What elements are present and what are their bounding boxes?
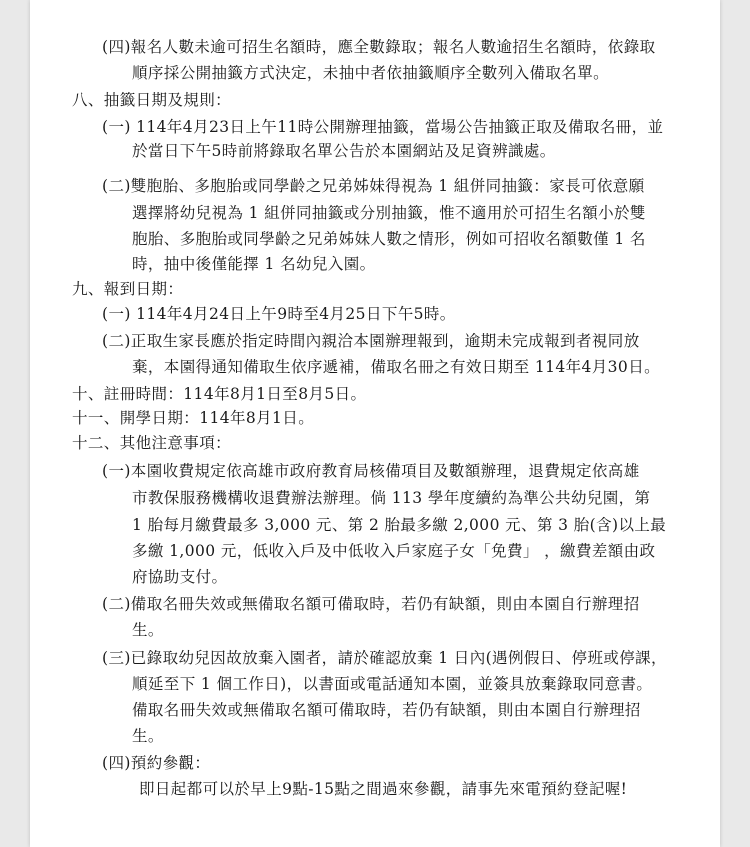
section-8-item-1-line-1: (一) 114年4月23日上午11時公開辦理抽籤，當場公告抽籤正取及備取名冊，並 [102, 118, 664, 136]
section-8-heading: 八、抽籤日期及規則： [72, 91, 232, 109]
document-page [30, 0, 720, 847]
section-12-item-4-heading: (四)預約參觀： [102, 754, 211, 772]
section-9-item-2-line-2: 棄，本園得通知備取生依序遞補，備取名冊之有效日期至 114年4月30日。 [132, 358, 660, 376]
section-12-item-2-line-1: (二)備取名冊失效或無備取名額可備取時，若仍有缺額，則由本園自行辦理招 [102, 595, 640, 613]
section-12-item-4-body: 即日起都可以於早上9點-15點之間過來參觀，請事先來電預約登記喔! [139, 780, 628, 798]
section-9-item-2-line-1: (二)正取生家長應於指定時間內親洽本園辦理報到，逾期未完成報到者視同放 [102, 332, 640, 350]
section-10-registration: 十、註冊時間：114年8月1日至8月5日。 [72, 385, 367, 403]
section-12-item-1-line-4: 多繳 1,000 元，低收入戶及中低收入戶家庭子女「免費」 ，繳費差額由政 [132, 542, 656, 560]
item-4-line-2: 順序採公開抽籤方式決定，未抽中者依抽籤順序全數列入備取名單。 [132, 64, 610, 82]
section-8-item-1-line-2: 於當日下午5時前將錄取名單公告於本園網站及足資辨識處。 [132, 142, 556, 160]
section-12-item-3-line-3: 備取名冊失效或無備取名額可備取時，若仍有缺額，則由本園自行辦理招 [132, 701, 641, 719]
section-12-item-1-line-5: 府協助支付。 [132, 568, 228, 586]
section-12-item-3-line-1: (三)已錄取幼兒因故放棄入園者，請於確認放棄 1 日內(遇例假日、停班或停課， [102, 649, 667, 667]
section-8-item-2-line-2: 選擇將幼兒視為 1 組併同抽籤或分別抽籤，惟不適用於可招生名額小於雙 [132, 204, 646, 222]
section-8-item-2-line-1: (二)雙胞胎、多胞胎或同學齡之兄弟姊妹得視為 1 組併同抽籤：家長可依意願 [102, 177, 645, 195]
section-12-item-2-line-2: 生。 [132, 621, 164, 639]
section-9-item-1: (一) 114年4月24日上午9時至4月25日下午5時。 [102, 305, 456, 323]
item-4-line-1: (四)報名人數未逾可招生名額時，應全數錄取；報名人數逾招生名額時，依錄取 [102, 38, 656, 56]
section-12-heading: 十二、其他注意事項： [72, 434, 232, 452]
section-12-item-1-line-3: 1 胎每月繳費最多 3,000 元、第 2 胎最多繳 2,000 元、第 3 胎(含)以上最 [132, 516, 667, 534]
section-8-item-2-line-4: 時，抽中後僅能擇 1 名幼兒入園。 [132, 255, 376, 273]
section-11-school-start: 十一、開學日期：114年8月1日。 [72, 409, 315, 427]
section-12-item-1-line-2: 市教保服務機構收退費辦法辦理。倘 113 學年度續約為準公共幼兒園，第 [132, 489, 651, 507]
section-12-item-3-line-4: 生。 [132, 727, 164, 745]
section-12-item-3-line-2: 順延至下 1 個工作日)，以書面或電話通知本園，並簽具放棄錄取同意書。 [132, 675, 653, 693]
section-9-heading: 九、報到日期： [72, 280, 184, 298]
section-8-item-2-line-3: 胞胎、多胞胎或同學齡之兄弟姊妹人數之情形，例如可招收名額數僅 1 名 [132, 230, 646, 248]
section-12-item-1-line-1: (一)本園收費規定依高雄市政府教育局核備項目及數額辦理，退費規定依高雄 [102, 462, 640, 480]
